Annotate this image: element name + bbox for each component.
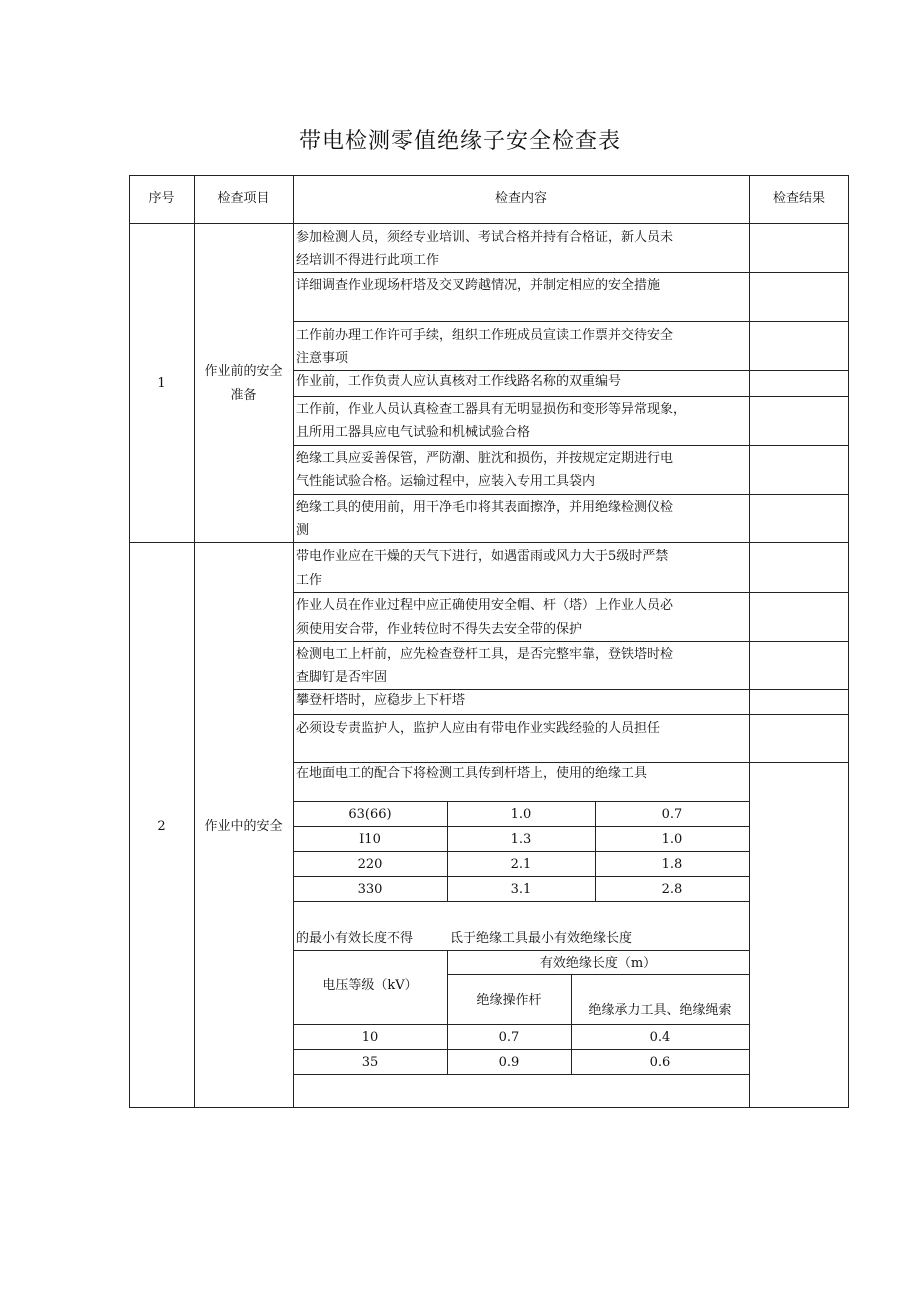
check-content-line: 测 [296, 523, 310, 538]
check-content-line: 攀登杆塔时，应稳步上下杆塔 [296, 693, 466, 708]
header-result: 检查结果 [772, 191, 825, 206]
table-a-cell: 1.0 [661, 832, 683, 847]
header-no: 序号 [148, 191, 175, 206]
check-content-line: 详细调查作业现场杆塔及交叉跨越情况，并制定相应的安全措施 [296, 278, 661, 293]
table-b-cell: 35 [361, 1055, 379, 1070]
note-right: 氐于绝缘工具最小有效绝缘长度 [450, 931, 633, 946]
table-b-cell: 0.7 [498, 1030, 520, 1045]
row-divider [293, 321, 849, 322]
table-a-cell: 2.1 [510, 857, 532, 872]
section-1-item-line2: 准备 [230, 388, 257, 403]
check-content-line: 在地面电工的配合下将检测工具传到杆塔上，使用的绝缘工具 [296, 766, 648, 781]
row-divider [293, 396, 849, 397]
check-content-line: 作业前，工作负责人应认真核对工作线路名称的双重编号 [296, 374, 622, 389]
length-header: 有效绝缘长度（m） [539, 956, 657, 971]
table-a-cell: 0.7 [661, 807, 683, 822]
check-content-line: 经培训不得进行此项工作 [296, 253, 440, 268]
voltage-header: 电压等级（kV） [322, 978, 418, 993]
table-b-cell: 0.6 [649, 1055, 671, 1070]
section-1-number: 1 [157, 376, 166, 391]
check-content-line: 带电作业应在干燥的天气下进行，如遇雷雨或风力大于5级时严禁 [296, 549, 669, 564]
section-2-item: 作业中的安全 [204, 819, 283, 834]
bearing-tool-header: 绝缘承力工具、绝缘绳索 [588, 1003, 732, 1018]
row-divider [293, 445, 849, 446]
table-a-cell: 330 [357, 882, 383, 897]
check-content-line: 参加检测人员，须经专业培训、考试合格并持有合格证，新人员未 [296, 230, 674, 245]
table-a-cell: I10 [359, 832, 381, 847]
operating-rod-header: 绝缘操作杆 [476, 993, 542, 1008]
table-b-cell: 0.9 [498, 1055, 520, 1070]
table-b-cell: 0.4 [649, 1030, 671, 1045]
check-content-line: 绝缘工具应妥善保管，严防潮、脏沈和损伤，并按规定定期进行电 [296, 451, 674, 466]
section-1-item-line1: 作业前的安全 [204, 364, 283, 379]
table-a-cell: 2.8 [661, 882, 683, 897]
row-divider [293, 801, 749, 802]
check-content-line: 工作前，作业人员认真检查工器具有无明显损伤和变形等异常现象， [296, 402, 687, 417]
header-content: 检查内容 [494, 191, 547, 206]
check-content-line: 作业人员在作业过程中应正确使用安全帽、杆（塔）上作业人员必 [296, 598, 674, 613]
row-divider [293, 494, 849, 495]
check-content-line: 检测电工上杆前，应先检查登杆工具，是否完整牢靠，登铁塔时检 [296, 647, 674, 662]
table-border [129, 1107, 849, 1108]
table-a-cell: 63(66) [348, 807, 392, 822]
section-2-number: 2 [157, 819, 166, 834]
row-divider [293, 714, 849, 715]
table-a-cell: 1.8 [661, 857, 683, 872]
check-content-line: 绝缘工具的使用前，用干净毛巾将其表面擦净，并用绝缘检测仪检 [296, 500, 674, 515]
page-title: 带电检测零值绝缘子安全检查表 [298, 129, 621, 154]
check-content-line: 气性能试验合格。运输过程中，应装入专用工具袋内 [296, 474, 596, 489]
row-divider [129, 542, 849, 543]
table-border [129, 175, 849, 176]
check-content-line: 工作前办理工作许可手续，组织工作班成员宣读工作票并交待安全 [296, 328, 674, 343]
row-divider [293, 1024, 749, 1025]
row-divider [293, 592, 849, 593]
table-a-cell: 1.3 [510, 832, 532, 847]
check-content-line: 须使用安合带，作业转位时不得失去安全带的保护 [296, 622, 583, 637]
check-content-line: 必须设专责监护人，监护人应由有带电作业实践经验的人员担任 [296, 721, 661, 736]
table-a-cell: 1.0 [510, 807, 532, 822]
note-left: 的最小有效长度不得 [296, 931, 414, 946]
check-content-line: 注意事项 [296, 351, 349, 366]
table-a-cell: 220 [357, 857, 383, 872]
check-content-line: 工作 [296, 573, 323, 588]
check-content-line: 查脚钉是否牢固 [296, 670, 388, 685]
table-border [129, 175, 130, 1108]
table-a-cell: 3.1 [510, 882, 532, 897]
column-divider [194, 175, 195, 1108]
check-content-line: 且所用工器具应电气试验和机械试验合格 [296, 425, 531, 440]
row-divider [129, 223, 849, 224]
header-item: 检查项目 [217, 191, 270, 206]
table-b-cell: 10 [361, 1030, 379, 1045]
